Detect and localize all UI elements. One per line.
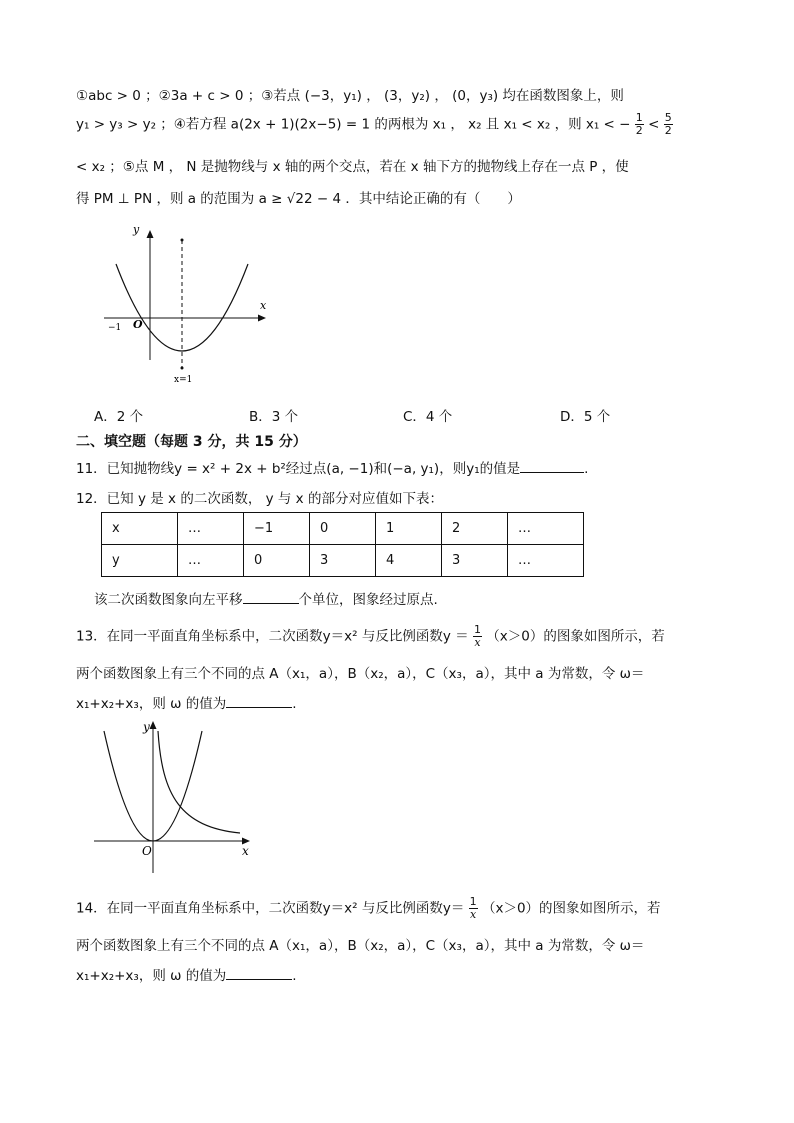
origin-label: O	[142, 844, 152, 858]
fraction-five-halves: $\frac{5}{2}$	[664, 111, 672, 137]
q14-line-3-text: x₁+x₂+x₃，则 ω 的值为	[76, 968, 227, 984]
y-axis-arrow-icon	[150, 721, 157, 729]
table-cell: …	[508, 545, 584, 577]
fraction-one-over-x: $\frac{1}{x}$	[473, 623, 481, 649]
q13-period: .	[292, 696, 297, 712]
q13-line-3-text: x₁+x₂+x₃，则 ω 的值为	[76, 696, 227, 712]
option-d: D．5 个	[560, 409, 611, 425]
table-cell: 2	[442, 513, 508, 545]
table-cell: 1	[376, 513, 442, 545]
q12-after	[94, 588, 438, 608]
q14-answer-blank[interactable]	[226, 967, 292, 980]
table-cell: 3	[442, 545, 508, 577]
q14-period: .	[292, 968, 297, 984]
neg-one-label: −1	[108, 323, 122, 333]
functions-graph	[90, 715, 260, 875]
q10-line-1: ①abc > 0 ；②3a + c > 0 ；③若点 (−3，y₁) ， (3，y₂) ， (0，y₃) 均在函数图象上，则	[76, 88, 624, 104]
table-row-y	[102, 545, 584, 577]
value-table	[101, 512, 584, 577]
fraction-one-half: $\frac{1}{2}$	[635, 111, 643, 137]
table-cell: …	[178, 545, 244, 577]
q10-line-4: 得 PM ⊥ PN ，则 a 的范围为 a ≥ √22 − 4 ．其中结论正确的有（ ）	[76, 191, 521, 207]
y-axis-arrow-icon	[147, 230, 154, 238]
y-label: y	[133, 223, 140, 236]
q13-answer-blank[interactable]	[226, 695, 292, 708]
q14-line-1-text: 14．在同一平面直角坐标系中，二次函数y＝x² 与反比例函数y＝	[76, 900, 465, 917]
q13-line-2: 两个函数图象上有三个不同的点 A（x₁，a），B（x₂，a），C（x₃，a），其中 a 为常数，令 ω＝	[76, 666, 645, 682]
table-cell: 4	[376, 545, 442, 577]
q12-after-text-2: 个单位，图象经过原点.	[298, 592, 438, 608]
y-label: y	[143, 720, 150, 734]
x-label: x	[242, 844, 249, 858]
q13-line-1-text-2: （x＞0）的图象如图所示，若	[486, 628, 665, 645]
q10-line-2-text: y₁ > y₃ > y₂ ；④若方程 a(2x + 1)(2x−5) = 1 的两根为 x₁ ， x₂ 且 x₁ < x₂ ，则 x₁ < −	[76, 116, 631, 133]
parabola-graph	[100, 220, 280, 390]
section-title: 二、填空题（每题 3 分，共 15 分）	[76, 434, 307, 450]
table-cell: 3	[310, 545, 376, 577]
option-c: C．4 个	[403, 409, 453, 425]
origin-label: O	[133, 318, 143, 331]
fraction-one-over-x: $\frac{1}{x}$	[469, 895, 477, 921]
less-than: <	[648, 116, 660, 133]
table-cell: y	[102, 545, 178, 577]
q13-line-3	[76, 692, 297, 712]
q13-line-1-text: 13．在同一平面直角坐标系中，二次函数y＝x² 与反比例函数y ＝	[76, 628, 469, 645]
table-cell: …	[508, 513, 584, 545]
symmetry-axis-label: x=1	[174, 375, 193, 385]
q11-period: .	[584, 461, 589, 477]
option-b: B．3 个	[249, 409, 299, 425]
table-cell: −1	[244, 513, 310, 545]
q11	[76, 457, 588, 477]
table-cell: x	[102, 513, 178, 545]
q11-answer-blank[interactable]	[520, 460, 584, 473]
table-cell: …	[178, 513, 244, 545]
table-cell: 0	[310, 513, 376, 545]
q12-answer-blank[interactable]	[243, 591, 299, 604]
table-cell: 0	[244, 545, 310, 577]
q10-line-2	[76, 112, 673, 137]
x-axis-arrow-icon	[258, 315, 266, 322]
q12-text: 12．已知 y 是 x 的二次函数， y 与 x 的部分对应值如下表：	[76, 491, 443, 507]
q11-text: 11．已知抛物线y = x² + 2x + b²经过点(a, −1)和(−a, y₁)，则y₁的值是	[76, 461, 521, 477]
table-row-x	[102, 513, 584, 545]
q14-line-1-text-2: （x＞0）的图象如图所示，若	[481, 900, 661, 917]
x-label: x	[260, 299, 267, 312]
option-a: A．2 个	[94, 409, 144, 425]
q10-line-3: < x₂ ；⑤点 M ， N 是抛物线与 x 轴的两个交点，若在 x 轴下方的抛物线上存在一点 P ，使	[76, 159, 629, 175]
q14-line-2: 两个函数图象上有三个不同的点 A（x₁，a），B（x₂，a），C（x₃，a），其中 a 为常数，令 ω＝	[76, 938, 645, 954]
q14-line-3	[76, 964, 297, 984]
q12-after-text: 该二次函数图象向左平移	[94, 592, 243, 608]
q14-line-1	[76, 896, 661, 921]
q13-line-1	[76, 624, 665, 649]
